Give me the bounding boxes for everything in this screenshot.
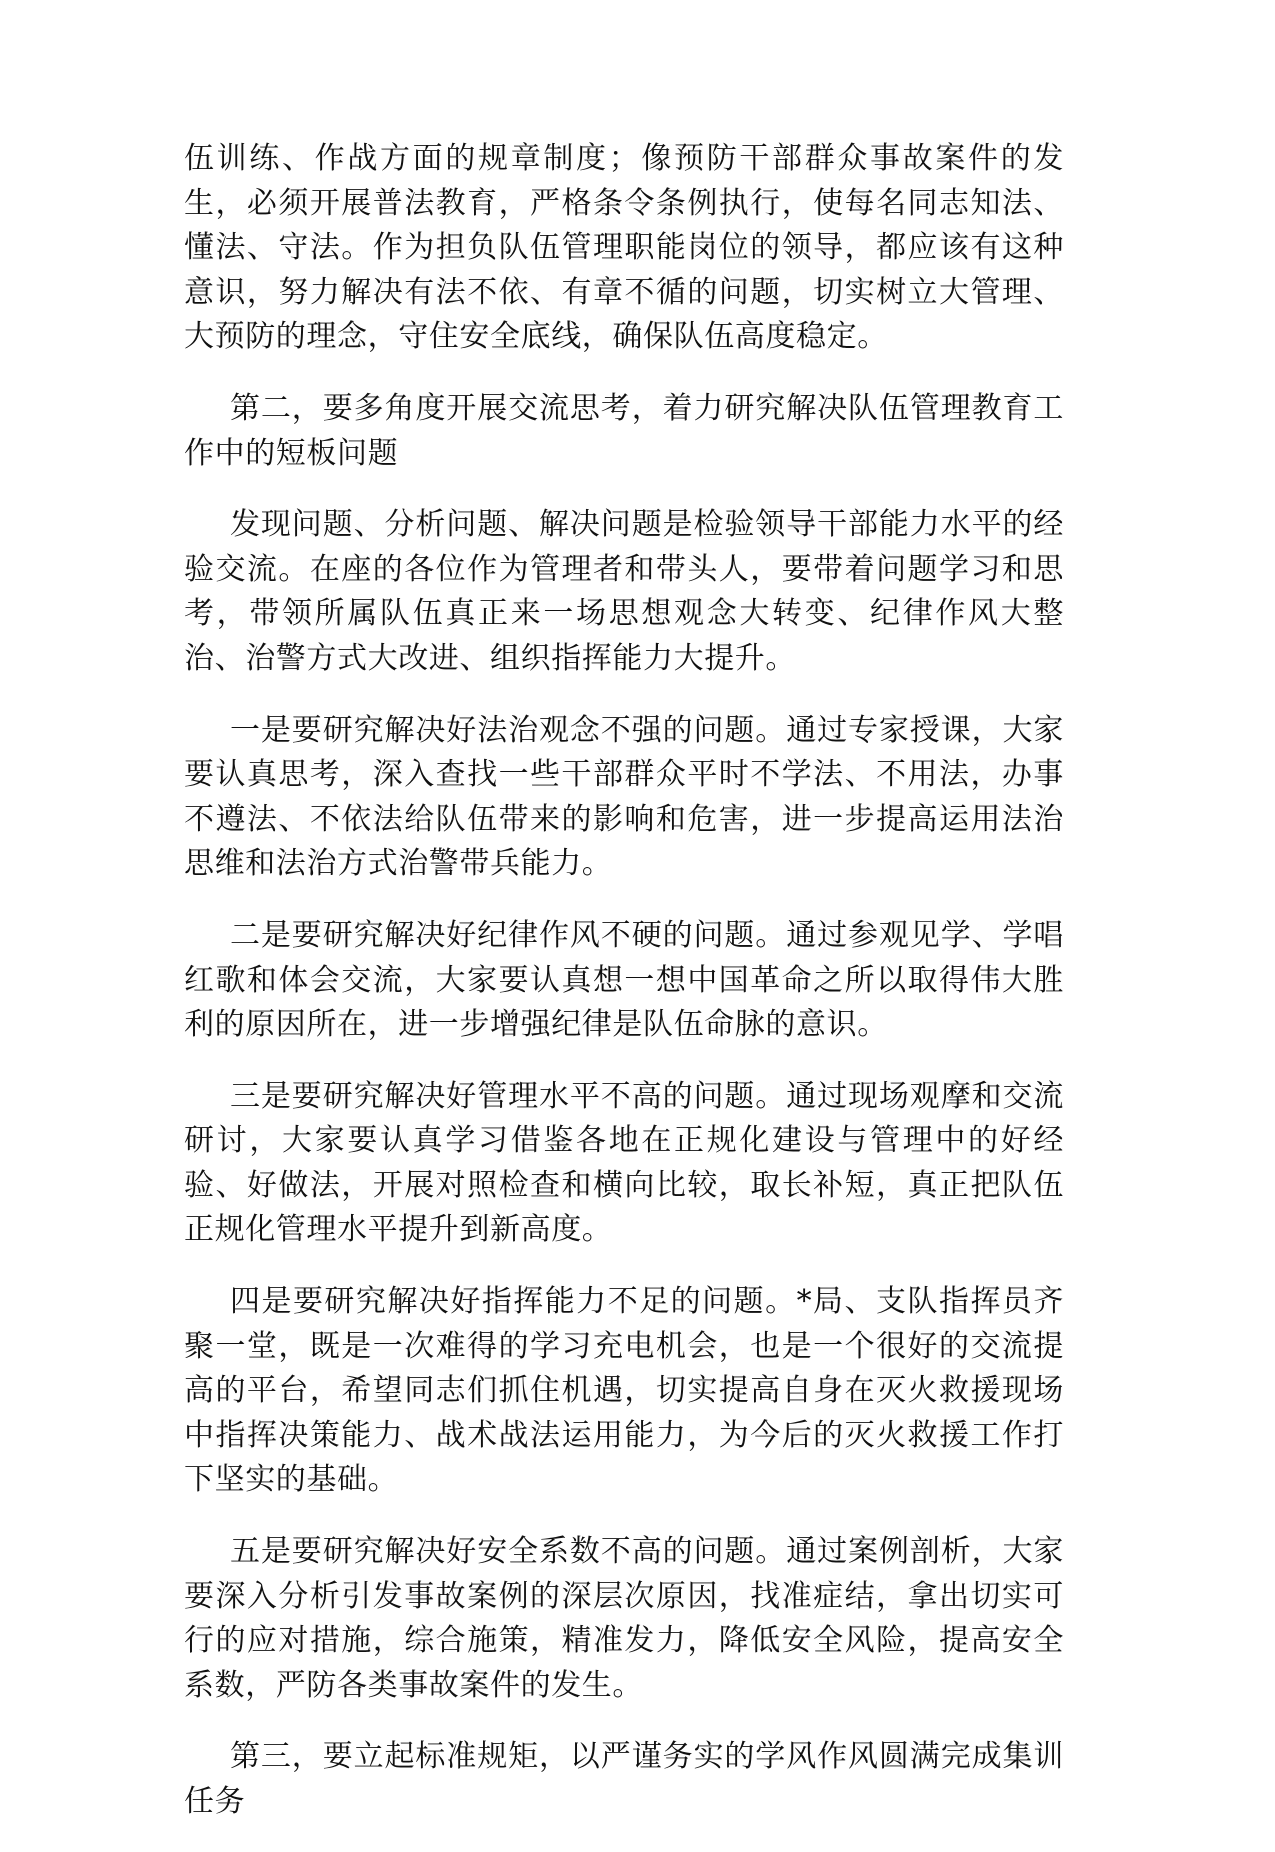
section-heading-third: 第三，要立起标准规矩，以严谨务实的学风作风圆满完成集训任务 [184,1739,1064,1819]
paragraph-item-two: 二是要研究解决好纪律作风不硬的问题。通过参观见学、学唱红歌和体会交流，大家要认真想一想中国革命之所以取得伟大胜利的原因所在，进一步增强纪律是队伍命脉的意识。 [184,917,1064,1043]
paragraph-problem-analysis: 发现问题、分析问题、解决问题是检验领导干部能力水平的经验交流。在座的各位作为管理者和带头人，要带着问题学习和思考，带领所属队伍真正来一场思想观念大转变、纪律作风大整治、治警方式大改进、组织指挥能力大提升。 [184,507,1064,676]
paragraph-item-one: 一是要研究解决好法治观念不强的问题。通过专家授课，大家要认真思考，深入查找一些干部群众平时不学法、不用法，办事不遵法、不依法给队伍带来的影响和危害，进一步提高运用法治思维和法治方式治警带兵能力。 [184,712,1064,882]
paragraph-item-five: 五是要研究解决好安全系数不高的问题。通过案例剖析，大家要深入分析引发事故案例的深层次原因，找准症结，拿出切实可行的应对措施，综合施策，精准发力，降低安全风险，提高安全系数，严防各类事故案件的发生。 [184,1534,1064,1703]
paragraph-item-three: 三是要研究解决好管理水平不高的问题。通过现场观摩和交流研讨，大家要认真学习借鉴各地在正规化建设与管理中的好经验、好做法，开展对照检查和横向比较，取长补短，真正把队伍正规化管理水平提升到新高度。 [184,1078,1064,1248]
paragraph-continuation: 伍训练、作战方面的规章制度；像预防干部群众事故案件的发生，必须开展普法教育，严格条令条例执行，使每名同志知法、懂法、守法。作为担负队伍管理职能岗位的领导，都应该有这种意识，努力解决有法不依、有章不循的问题，切实树立大管理、大预防的理念，守住安全底线，确保队伍高度稳定。 [184,141,1064,355]
section-heading-second: 第二，要多角度开展交流思考，着力研究解决队伍管理教育工作中的短板问题 [184,390,1064,471]
paragraph-item-four: 四是要研究解决好指挥能力不足的问题。*局、支队指挥员齐聚一堂，既是一次难得的学习充电机会，也是一个很好的交流提高的平台，希望同志们抓住机遇，切实提高自身在灭火救援现场中指挥决策能力、战术战法运用能力，为今后的灭火救援工作打下坚实的基础。 [184,1284,1064,1498]
document-body [184,137,1064,1852]
